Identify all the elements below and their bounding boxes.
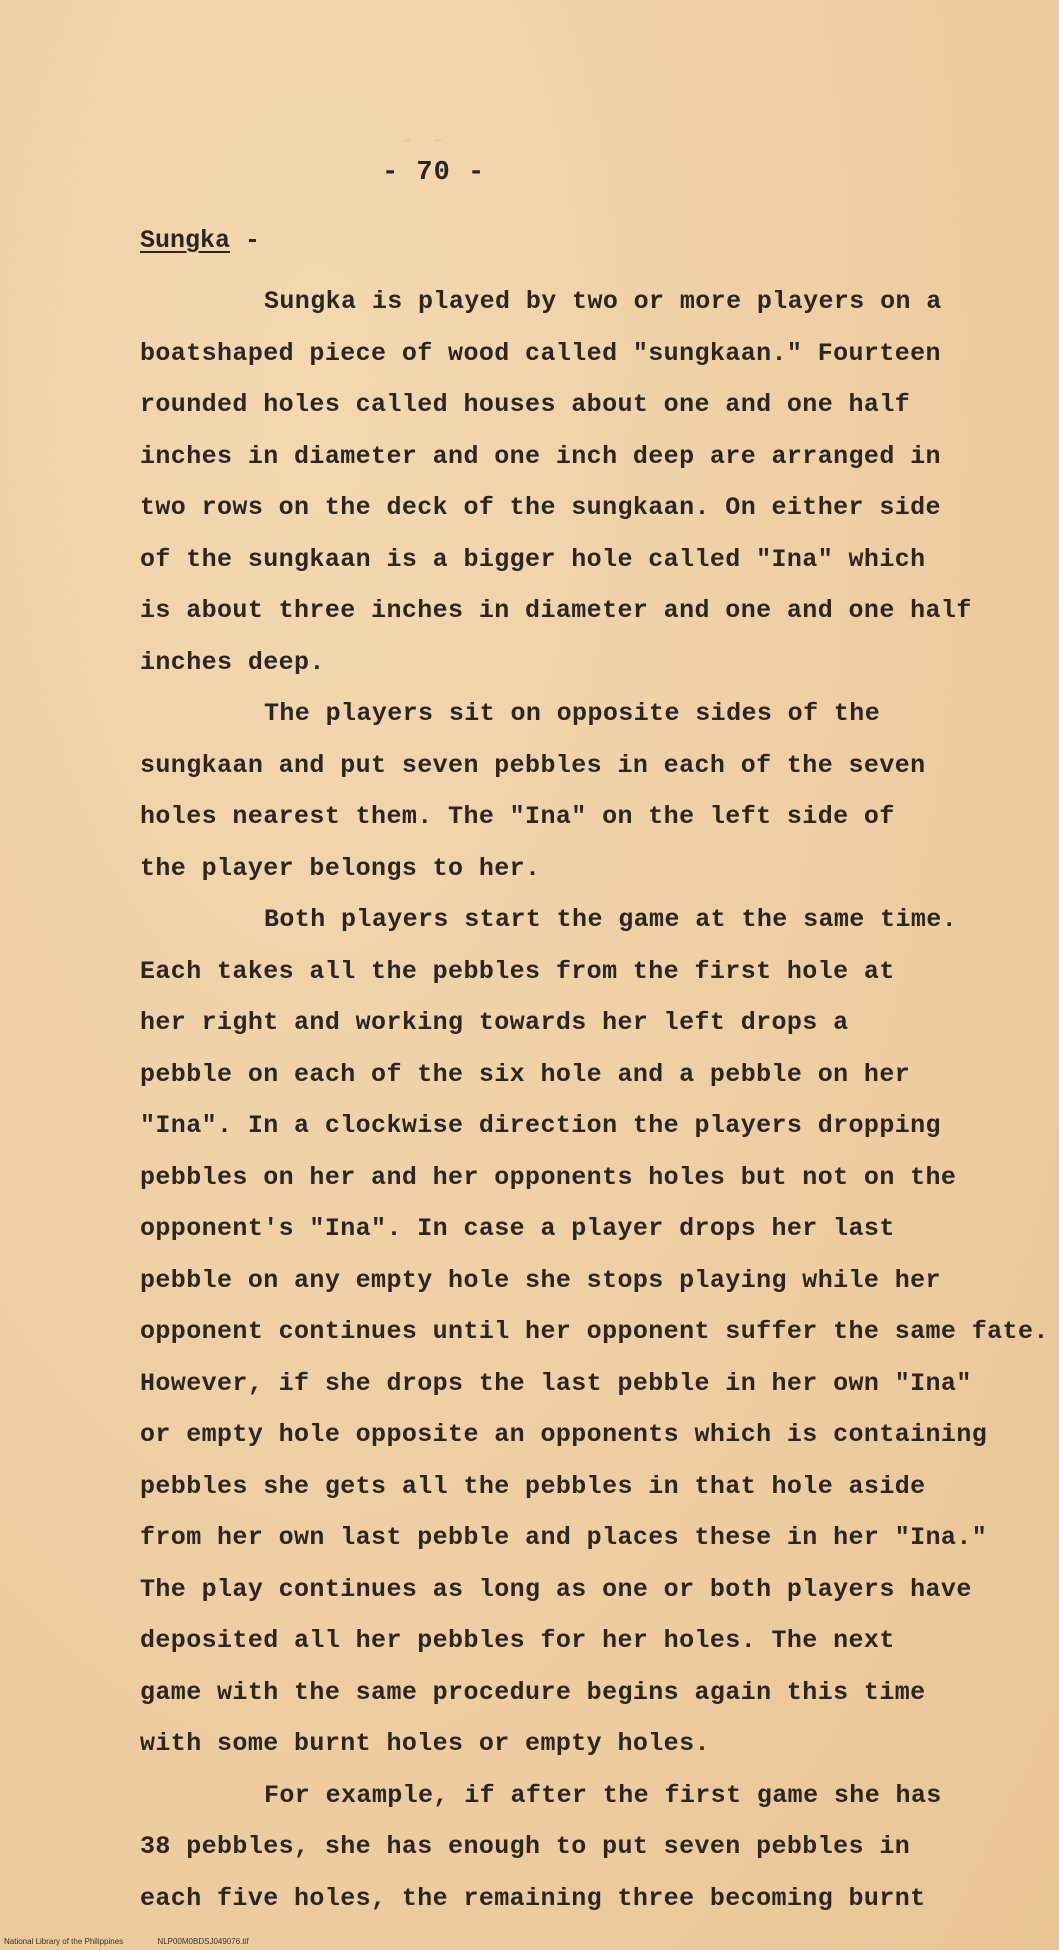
text-line: sungkaan and put seven pebbles in each of the seven [140,750,926,780]
body-text [140,276,1049,1924]
text-line: However, if she drops the last pebble in her own "Ina" [140,1368,972,1398]
section-title: Sungka [140,226,231,255]
text-line: the player belongs to her. [140,853,541,883]
section-heading [140,226,260,255]
text-line: pebbles on her and her opponents holes but not on the [140,1162,957,1192]
text-line: game with the same procedure begins again this time [140,1677,926,1707]
text-line: holes nearest them. The "Ina" on the left side of [140,802,895,831]
text-line: The play continues as long as one or both players have [140,1574,972,1604]
page-number: - 70 - [382,158,486,188]
text-line: two rows on the deck of the sungkaan. On either side [140,493,941,522]
text-line: boatshaped piece of wood called "sungkaan." Fourteen [140,338,941,368]
text-line: Each takes all the pebbles from the first hole at [140,956,895,986]
library-credit: National Library of the Philippines [4,1937,124,1946]
text-line: from her own last pebble and places these in her "Ina." [140,1523,988,1552]
text-line: deposited all her pebbles for her holes. The next [140,1626,895,1655]
text-line: opponent's "Ina". In case a player drops her last [140,1214,895,1243]
text-line: each five holes, the remaining three becoming burnt [140,1883,926,1913]
text-line: inches deep. [140,647,325,677]
text-line: opponent continues until her opponent suffer the same fate. [140,1317,1049,1346]
text-line: rounded holes called houses about one and one half [140,390,911,419]
text-line: or empty hole opposite an opponents which is containing [140,1420,988,1449]
text-line: Sungka is played by two or more players on a [264,287,942,316]
text-line: is about three inches in diameter and one and one half [140,596,972,625]
bleed-through-decoration: - - [400,126,446,155]
text-line: of the sungkaan is a bigger hole called "Ina" which [140,544,926,574]
scan-footer [4,1937,249,1946]
text-line: pebbles she gets all the pebbles in that hole aside [140,1471,926,1501]
file-identifier: NLP00M0BDSJ049076.tif [157,1937,249,1946]
text-line: pebble on each of the six hole and a pebble on her [140,1059,911,1089]
text-line: The players sit on opposite sides of the [264,699,881,728]
section-title-dash: - [230,226,261,255]
text-line: pebble on any empty hole she stops playing while her [140,1265,941,1295]
text-line: Both players start the game at the same time. [264,905,958,934]
text-line: For example, if after the first game she has [264,1780,942,1810]
text-line: her right and working towards her left drops a [140,1008,849,1037]
text-line: 38 pebbles, she has enough to put seven pebbles in [140,1832,911,1861]
text-line: with some burnt holes or empty holes. [140,1729,710,1758]
text-line: inches in diameter and one inch deep are arranged in [140,441,941,471]
text-line: "Ina". In a clockwise direction the players dropping [140,1111,941,1140]
